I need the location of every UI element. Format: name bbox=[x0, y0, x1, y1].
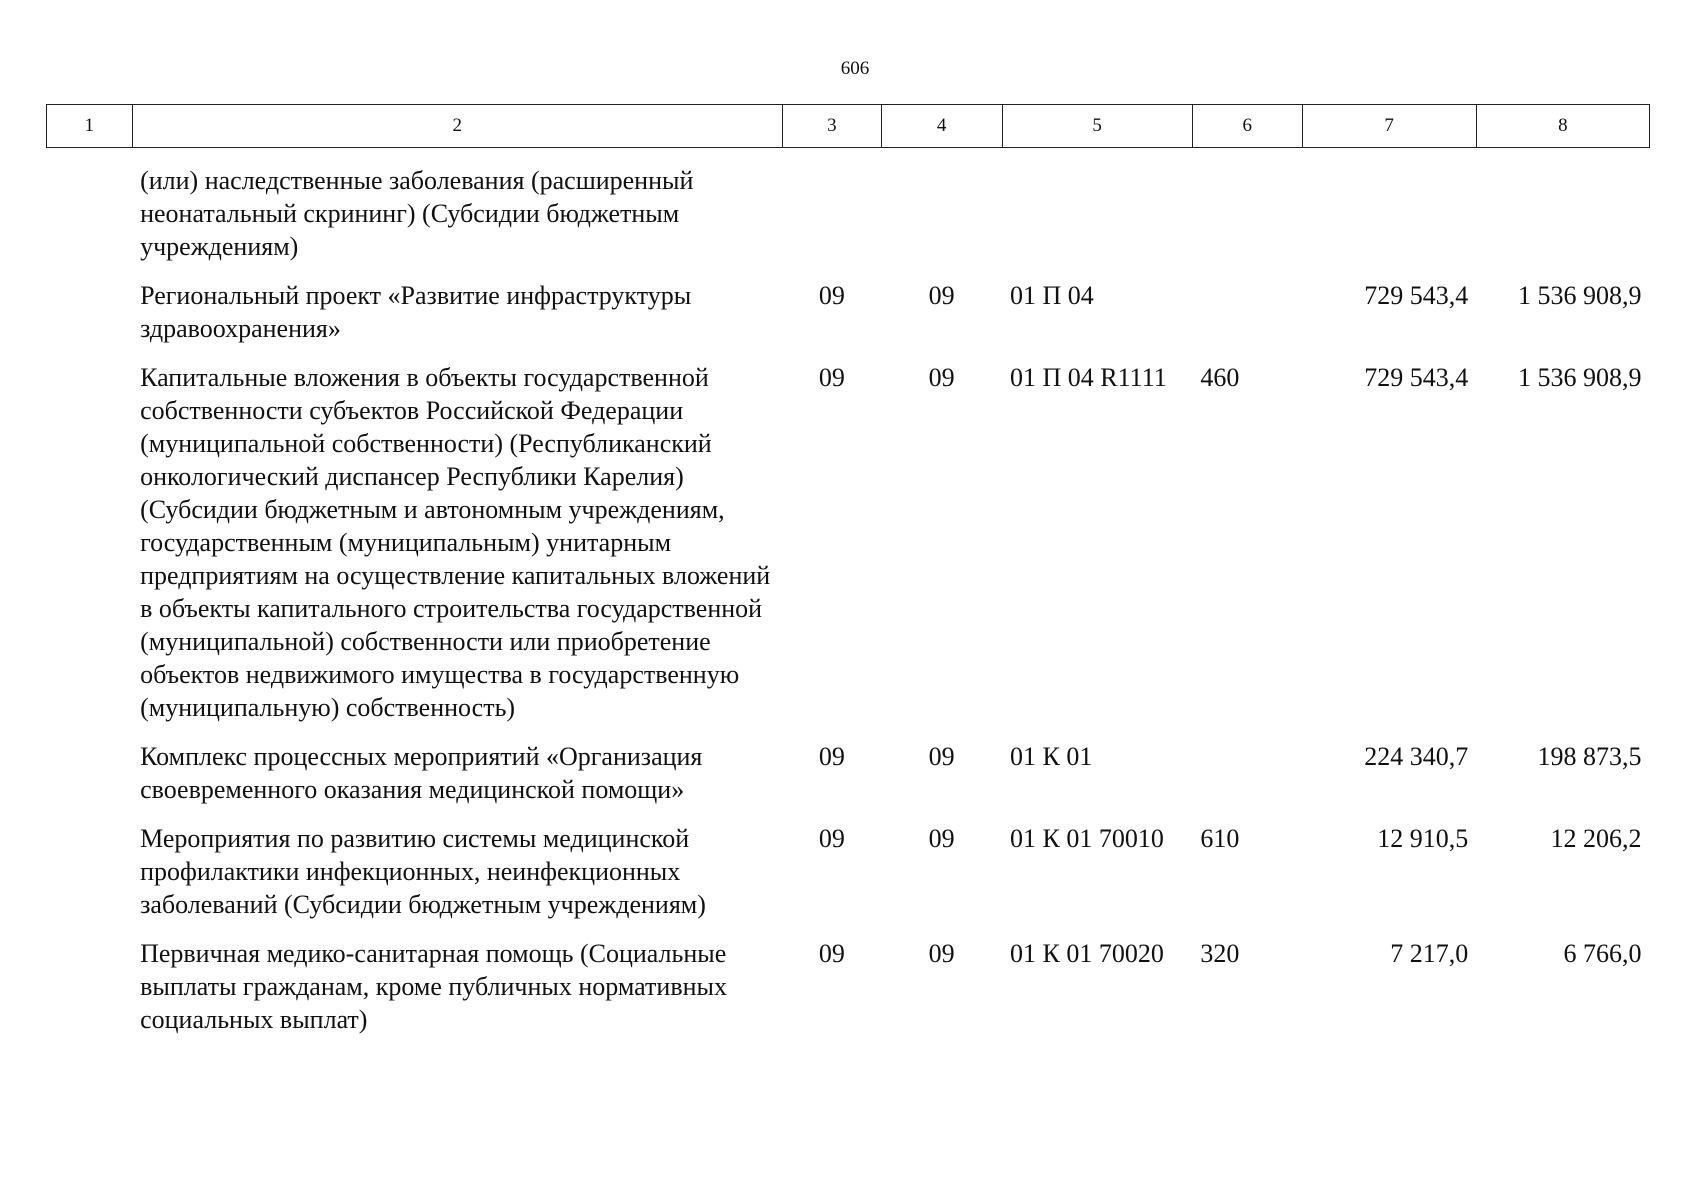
target-article-code: 01 П 04 R1111 bbox=[1010, 363, 1167, 392]
target-article-code: 01 П 04 bbox=[1010, 281, 1094, 310]
amount-column-8: 12 206,2 bbox=[1550, 824, 1642, 853]
column-header-6: 6 bbox=[1192, 105, 1302, 148]
expense-type-code: 610 bbox=[1200, 824, 1240, 853]
subsection-code bbox=[881, 148, 1002, 280]
item-name: Комплекс процессных мероприятий «Организация своевременного оказания медицинской помощи» bbox=[140, 742, 703, 804]
expense-type-code bbox=[1192, 279, 1302, 361]
expense-type-code bbox=[1192, 740, 1302, 822]
amount-column-8 bbox=[1476, 148, 1649, 280]
subsection-code: 09 bbox=[928, 742, 955, 771]
section-code: 09 bbox=[818, 939, 845, 968]
column-header-1: 1 bbox=[47, 105, 133, 148]
expense-type-code: 460 bbox=[1200, 363, 1240, 392]
budget-table bbox=[46, 104, 1650, 1052]
column-number-header-row bbox=[47, 105, 1650, 148]
subsection-code: 09 bbox=[928, 824, 955, 853]
amount-column-8: 6 766,0 bbox=[1563, 939, 1642, 968]
target-article-code: 01 К 01 bbox=[1010, 742, 1093, 771]
subsection-code: 09 bbox=[928, 939, 955, 968]
subsection-code: 09 bbox=[928, 281, 955, 310]
target-article-code: 01 К 01 70020 bbox=[1010, 939, 1164, 968]
section-code bbox=[783, 148, 882, 280]
item-name: (или) наследственные заболевания (расширенный неонатальный скрининг) (Субсидии бюджетным учреждениям) bbox=[140, 166, 694, 261]
row-number-cell bbox=[47, 279, 133, 361]
target-article-code: 01 К 01 70010 bbox=[1010, 824, 1164, 853]
table-row bbox=[47, 740, 1650, 822]
expense-type-code bbox=[1192, 148, 1302, 280]
column-header-5: 5 bbox=[1002, 105, 1192, 148]
amount-column-7: 224 340,7 bbox=[1364, 742, 1469, 771]
target-article-code bbox=[1002, 148, 1192, 280]
section-code: 09 bbox=[818, 824, 845, 853]
expense-type-code: 320 bbox=[1200, 939, 1240, 968]
section-code: 09 bbox=[818, 281, 845, 310]
table-row bbox=[47, 937, 1650, 1052]
item-name: Мероприятия по развитию системы медицинской профилактики инфекционных, неинфекционных заболеваний (Субсидии бюджетным учреждениям) bbox=[140, 824, 706, 919]
table-row bbox=[47, 279, 1650, 361]
row-number-cell bbox=[47, 937, 133, 1052]
amount-column-7: 7 217,0 bbox=[1390, 939, 1469, 968]
column-header-3: 3 bbox=[783, 105, 882, 148]
amount-column-8: 1 536 908,9 bbox=[1518, 363, 1642, 392]
column-header-7: 7 bbox=[1302, 105, 1476, 148]
table-row bbox=[47, 822, 1650, 937]
section-code: 09 bbox=[818, 363, 845, 392]
section-code: 09 bbox=[818, 742, 845, 771]
column-header-4: 4 bbox=[881, 105, 1002, 148]
page-number: 606 bbox=[840, 58, 870, 79]
row-number-cell bbox=[47, 361, 133, 740]
row-number-cell bbox=[47, 822, 133, 937]
table-row bbox=[47, 361, 1650, 740]
column-header-8: 8 bbox=[1476, 105, 1649, 148]
item-name: Первичная медико-санитарная помощь (Социальные выплаты гражданам, кроме публичных нормативных социальных выплат) bbox=[140, 939, 727, 1034]
column-header-2: 2 bbox=[132, 105, 782, 148]
amount-column-7 bbox=[1302, 148, 1476, 280]
amount-column-7: 729 543,4 bbox=[1364, 281, 1469, 310]
amount-column-8: 1 536 908,9 bbox=[1518, 281, 1642, 310]
item-name: Капитальные вложения в объекты государственной собственности субъектов Российской Федерации (муниципальной собственности) (Республиканский онкологический диспансер Республики Карелия) (Субсидии бюджетным и автономным учреждениям, государственным (муниципальным) унитарным предприятиям на осуществление капитальных вложений в объекты капитального строительства государственной (муниципальной) собственности или приобретение объектов недвижимого имущества в государственную (муниципальную) собственность) bbox=[140, 363, 771, 722]
amount-column-7: 729 543,4 bbox=[1364, 363, 1469, 392]
amount-column-8: 198 873,5 bbox=[1537, 742, 1642, 771]
amount-column-7: 12 910,5 bbox=[1377, 824, 1469, 853]
table-row bbox=[47, 148, 1650, 280]
item-name: Региональный проект «Развитие инфраструктуры здравоохранения» bbox=[140, 281, 692, 343]
subsection-code: 09 bbox=[928, 363, 955, 392]
row-number-cell bbox=[47, 740, 133, 822]
row-number-cell bbox=[47, 148, 133, 280]
